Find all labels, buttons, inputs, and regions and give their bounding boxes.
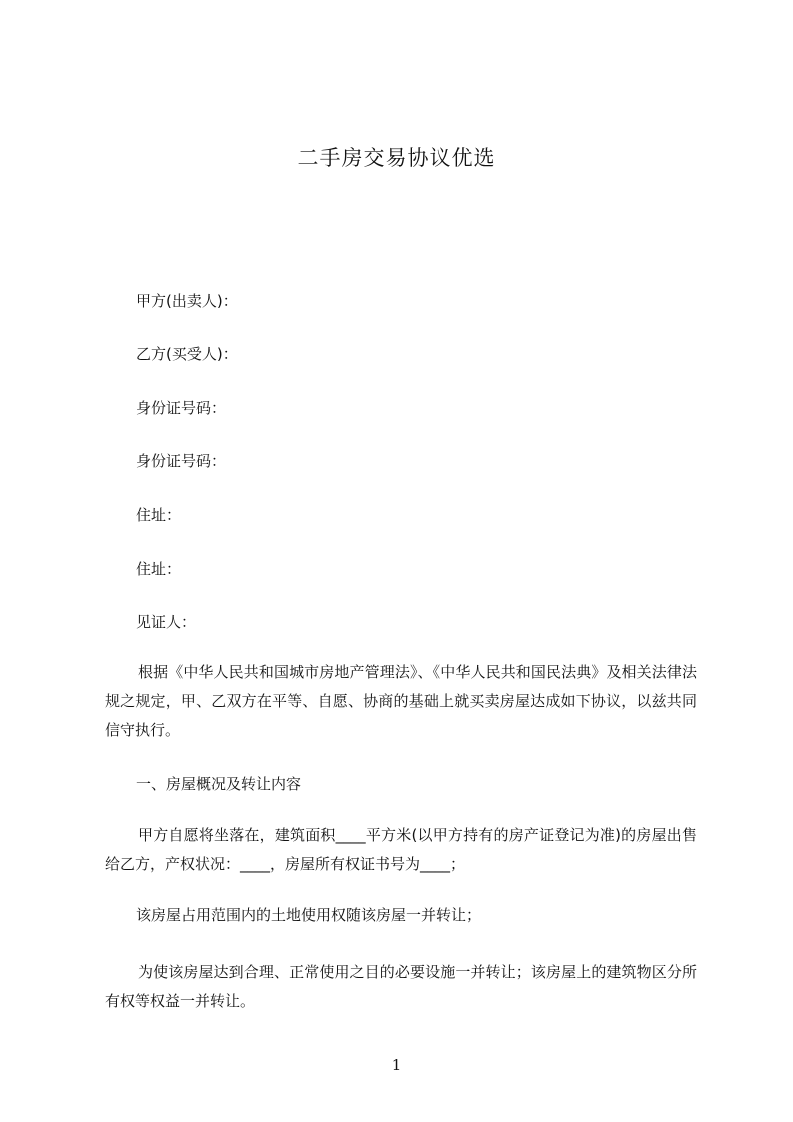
party-a-field: 甲方(出卖人)： <box>136 292 238 310</box>
intro-paragraph: 根据《中华人民共和国城市房地产管理法》、《中华人民共和国民法典》及相关法律法规之规定，甲、乙双方在平等、自愿、协商的基础上就买卖房屋达成如下协议，以兹共同信守执行。 <box>105 663 697 739</box>
section-1-paragraph-3: 为使该房屋达到合理、正常使用之目的必要设施一并转让；该房屋上的建筑物区分所有权等权益一并转让。 <box>105 963 697 1010</box>
party-b-field: 乙方(买受人)： <box>136 345 238 363</box>
id-number-b-field: 身份证号码： <box>136 452 227 470</box>
document-title: 二手房交易协议优选 <box>297 146 496 170</box>
section-1-heading: 一、房屋概况及转让内容 <box>136 775 302 793</box>
section-1-paragraph-2: 该房屋占用范围内的土地使用权随该房屋一并转让； <box>136 906 482 924</box>
page-number: 1 <box>391 1056 402 1074</box>
address-b-field: 住址： <box>136 560 182 578</box>
witness-field: 见证人： <box>136 613 197 631</box>
id-number-a-field: 身份证号码： <box>136 399 227 417</box>
address-a-field: 住址： <box>136 506 182 524</box>
section-1-paragraph-1: 甲方自愿将坐落在，建筑面积____平方米(以甲方持有的房产证登记为准)的房屋出售给乙方，产权状况：____，房屋所有权证书号为____； <box>105 826 697 873</box>
